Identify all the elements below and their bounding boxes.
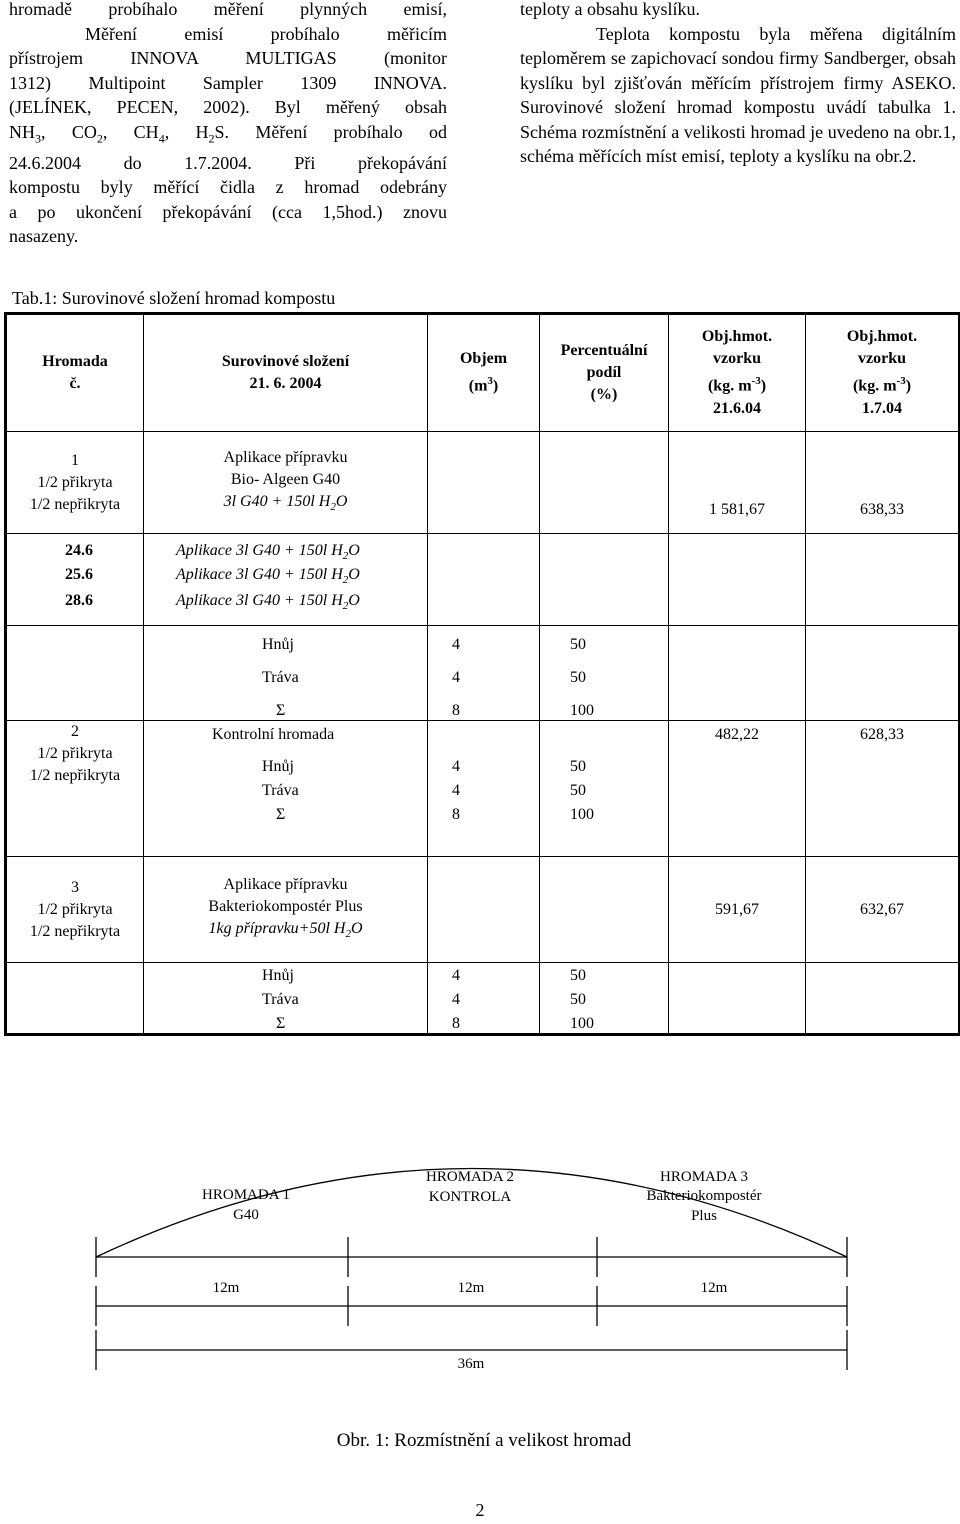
segment-length-2: 12m <box>457 1280 485 1296</box>
header-podil: Percentuální podíl (%) <box>540 314 669 432</box>
left-line: 24.6.2004 do 1.7.2004. Při překopávání <box>9 152 447 173</box>
pile-3-materials-row <box>6 963 960 1035</box>
pile-3-title: HROMADA 3 <box>660 1169 748 1185</box>
segment-length-3: 12m <box>700 1280 728 1296</box>
pile-1-dates: 24.6 25.6 28.6 <box>6 534 144 626</box>
pile-3-subtitle: Bakteriokompostér <box>646 1188 762 1204</box>
pile-1-material-shares: 50 50 100 <box>540 626 669 721</box>
pile-1-material-volumes: 4 4 8 <box>428 626 540 721</box>
pile-2-density-1: 482,22 <box>669 721 806 857</box>
header-hromada: Hromada č. <box>42 353 108 392</box>
left-line: a po ukončení překopávání (cca 1,5hod.) znovu <box>9 201 447 222</box>
pile-1-date-notes: Aplikace 3l G40 + 150l $H_2O$ Aplikace 3l G40 + 150l $H_2O$ Aplikace 3l G40 + 150l $H_2O$ <box>144 534 428 626</box>
right-column-text <box>520 0 956 169</box>
pile-2-content: Kontrolní hromada Hnůj Tráva Σ <box>144 721 428 857</box>
pile-2-subtitle: KONTROLA <box>428 1189 512 1205</box>
pile-3-subtitle-2: Plus <box>691 1208 717 1224</box>
pile-2-title: HROMADA 2 <box>426 1169 514 1185</box>
pile-1-application: Aplikace přípravku Bio- Algeen G40 3l G40 + 150l $H_2O$ <box>144 432 428 534</box>
pile-2-volumes: 4 4 8 <box>428 721 540 857</box>
header-hmot-1: Obj.hmot. vzorku (kg. $m^{-3}$) 21.6.04 <box>669 314 806 432</box>
page-number: 2 <box>475 1500 485 1520</box>
segment-length-1: 12m <box>212 1280 240 1296</box>
pile-2-shares: 50 50 100 <box>540 721 669 857</box>
left-column-text <box>9 0 447 249</box>
pile-1-materials-row <box>6 626 960 721</box>
left-line: kompostu byly měřící čidla z hromad odebrány <box>9 177 447 198</box>
composition-table <box>4 312 960 1036</box>
pile-1-density-2: 638,33 <box>806 432 960 534</box>
left-line: Měření emisí probíhalo měřicím <box>85 23 447 44</box>
pile-3-density-2: 632,67 <box>806 857 960 963</box>
total-length: 36m <box>457 1356 485 1372</box>
pile-2-label: 2 1/2 přikryta 1/2 nepřikryta <box>6 721 144 857</box>
pile-1-subtitle: G40 <box>233 1207 259 1223</box>
pile-1-density-1: 1 581,67 <box>669 432 806 534</box>
left-line: 1312) Multipoint Sampler 1309 INNOVA. <box>9 72 447 93</box>
right-line-1: teploty a obsahu kyslíku. <box>520 0 700 19</box>
pile-3-material-names: Hnůj Tráva Σ <box>144 963 428 1035</box>
left-line-formulas: $NH_3$, $CO_2$, $CH_4$, $H_2S$. Měření probíhalo od <box>9 121 447 146</box>
pile-1-row <box>6 432 960 534</box>
left-line: přístrojem INNOVA MULTIGAS (monitor <box>9 48 447 68</box>
pile-3-density-1: 591,67 <box>669 857 806 963</box>
pile-1-title: HROMADA 1 <box>202 1187 290 1203</box>
table-caption: Tab.1: Surovinové složení hromad kompostu <box>12 288 336 308</box>
pile-1-dates-row <box>6 534 960 626</box>
figure-caption: Obr. 1: Rozmístnění a velikost hromad <box>336 1430 632 1451</box>
pile-3-material-shares: 50 50 100 <box>540 963 669 1035</box>
pile-3-application: Aplikace přípravku Bakteriokompostér Plus 1kg přípravku+50l $H_2O$ <box>144 857 428 963</box>
left-line: nasazeny. <box>9 226 79 247</box>
table-header-row <box>6 314 960 432</box>
header-slozeni: Surovinové složení 21. 6. 2004 <box>144 314 428 432</box>
pile-2-row <box>6 721 960 857</box>
pile-2-density-2: 628,33 <box>806 721 960 857</box>
pile-3-label: 3 1/2 přikryta 1/2 nepřikryta <box>6 857 144 963</box>
pile-3-row <box>6 857 960 963</box>
header-hmot-2: Obj.hmot. vzorku (kg. $m^{-3}$) 1.7.04 <box>806 314 960 432</box>
pile-3-material-volumes: 4 4 8 <box>428 963 540 1035</box>
right-paragraph: Teplota kompostu byla měřena digitálním teploměrem se zapichovací sondou firmy Sandberger, obsah kyslíku byl zjišťován měřícím přístrojem firmy ASEKO. Surovinové složení hromad kompostu uvádí tabulka 1. Schéma rozmístnění a velikosti hromad je uvedeno na obr.1, schéma měřících míst emisí, teploty a kyslíku na obr.2. <box>520 23 956 166</box>
left-line: (JELÍNEK, PECEN, 2002). Byl měřený obsah <box>9 97 447 117</box>
pile-layout-figure <box>0 1090 960 1510</box>
header-objem: Objem $(m^3)$ <box>428 314 540 432</box>
pile-1-material-names: Hnůj Tráva Σ <box>144 626 428 721</box>
pile-1-label: 1 1/2 přikryta 1/2 nepřikryta <box>6 432 144 534</box>
left-line: hromadě probíhalo měření plynných emisí, <box>9 0 447 19</box>
